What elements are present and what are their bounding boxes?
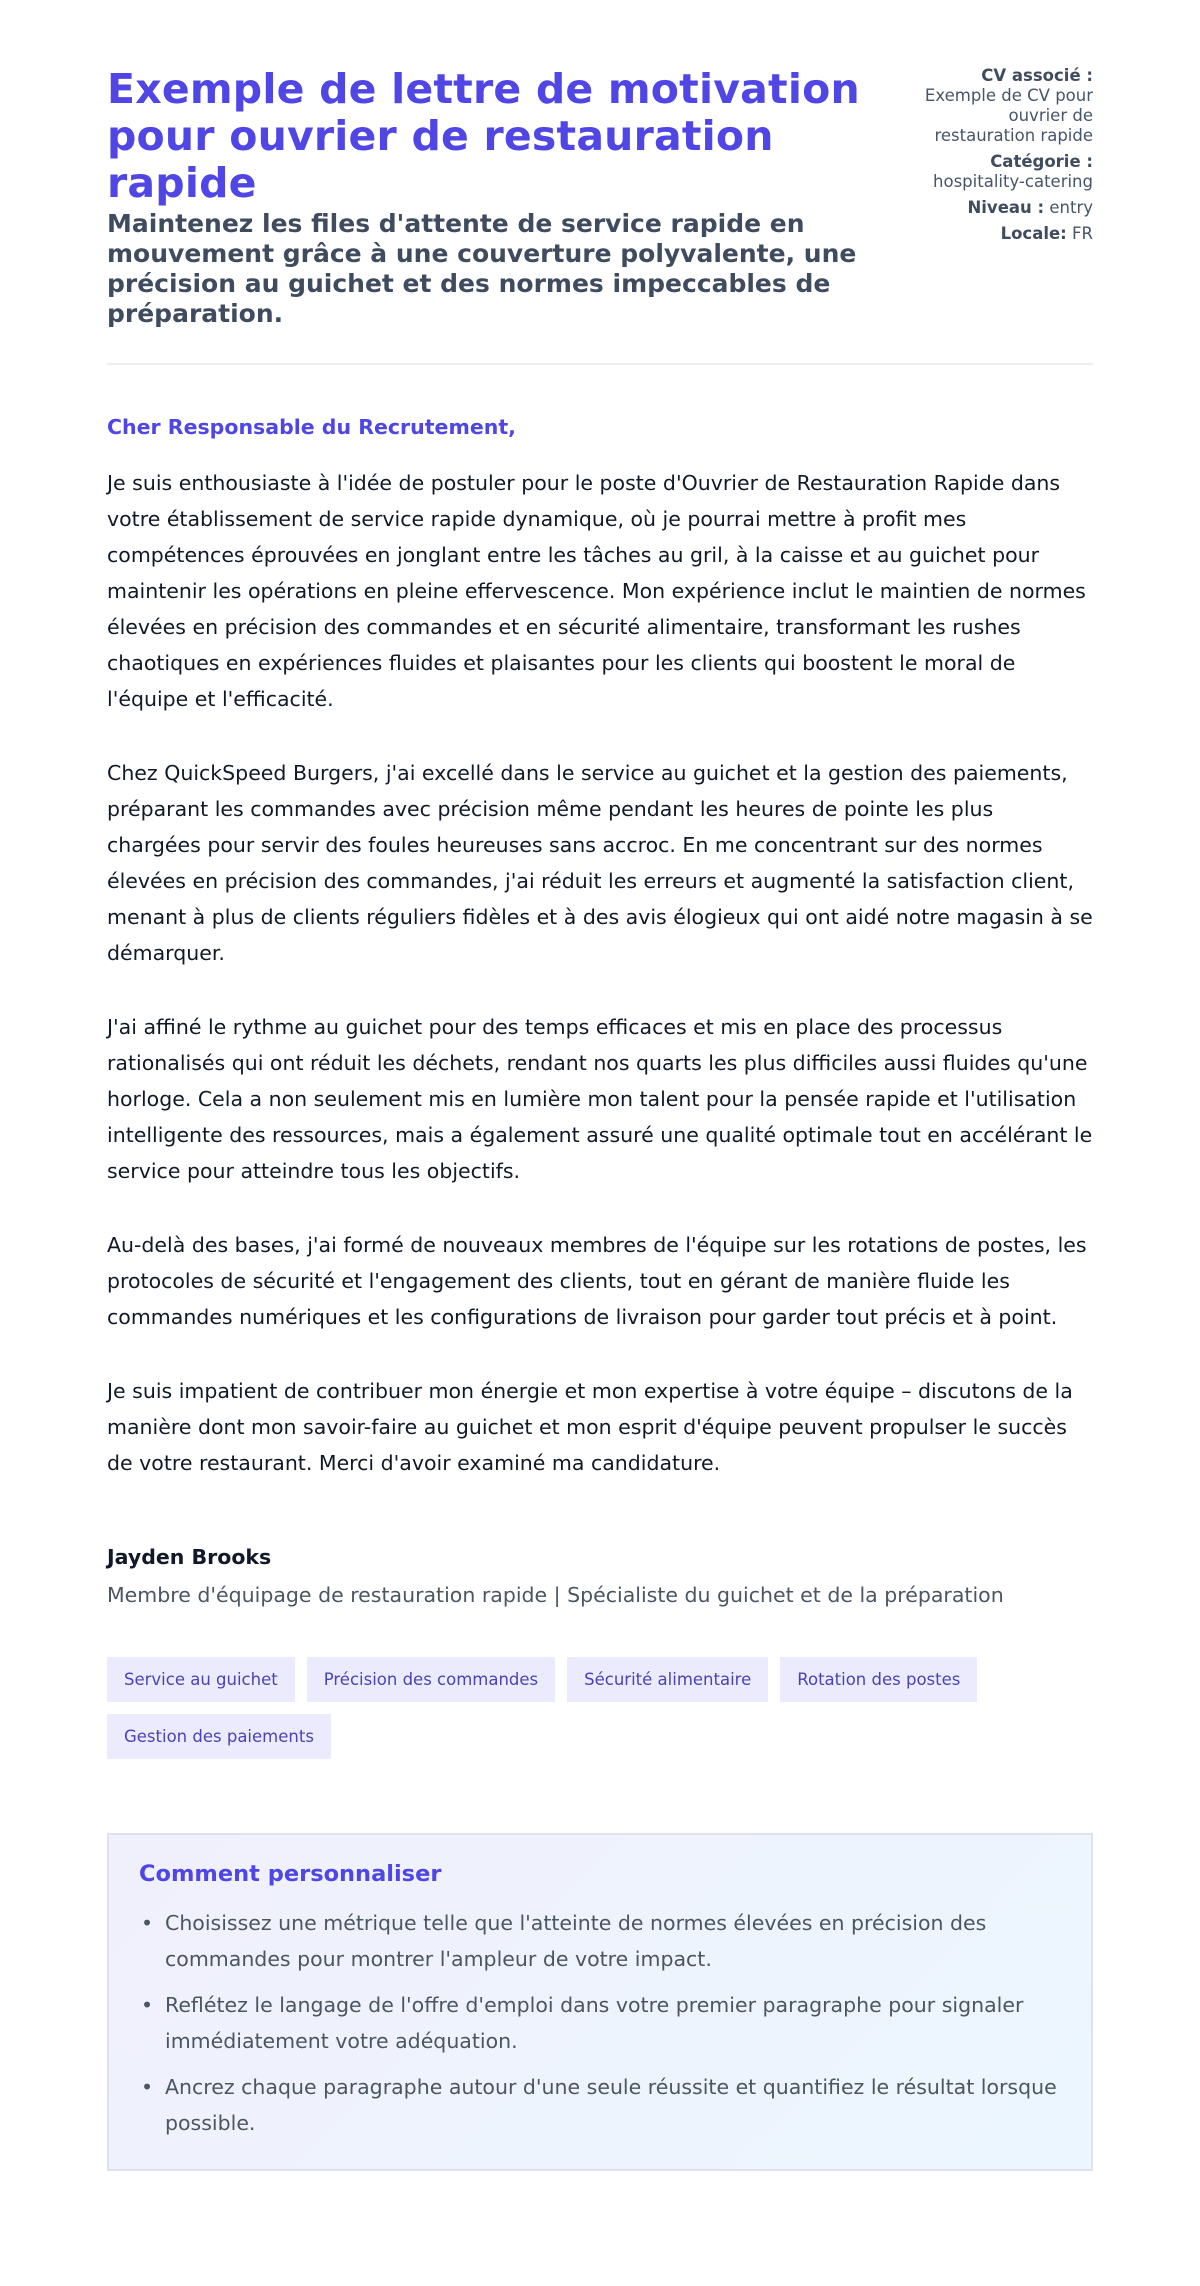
signature-block <box>107 1545 1093 1607</box>
page-header <box>107 66 1093 365</box>
metadata-panel <box>903 66 1093 250</box>
skill-tags <box>107 1657 1007 1759</box>
meta-category-value: hospitality-catering <box>933 172 1093 191</box>
meta-related-cv-label: CV associé : <box>981 66 1093 85</box>
letter-paragraph: J'ai affiné le rythme au guichet pour des temps efficaces et mis en place des processus rationalisés qui ont réduit les déchets, rendant nos quarts les plus difficiles aussi fluides qu'une horloge. Cela a non seulement mis en lumière mon talent pour la pensée rapide et l'utilisation intelligente des ressources, mais a également assuré une qualité optimale tout en accélérant le service pour atteindre tous les objectifs. <box>107 1015 1093 1183</box>
letter-paragraph: Je suis enthousiaste à l'idée de postuler pour le poste d'Ouvrier de Restauration Rapide dans votre établissement de service rapide dynamique, où je pourrai mettre à profit mes compétences éprouvées en jonglant entre les tâches au gril, à la caisse et au guichet pour maintenir les opérations en pleine effervescence. Mon expérience inclut le maintien de normes élevées en précision des commandes et en sécurité alimentaire, transformant les rushes chaotiques en expériences fluides et plaisantes pour les clients qui boostent le moral de l'équipe et l'efficacité. <box>107 471 1086 711</box>
meta-category-label: Catégorie : <box>990 152 1093 171</box>
meta-level <box>903 198 1093 218</box>
meta-locale <box>903 224 1093 244</box>
meta-related-cv-value[interactable]: Exemple de CV pour ouvrier de restauration rapide <box>924 86 1093 145</box>
bullet-icon: • <box>141 1993 154 2017</box>
letter-paragraph: Je suis impatient de contribuer mon énergie et mon expertise à votre équipe – discutons de la manière dont mon savoir-faire au guichet et mon esprit d'équipe peuvent propulser le succès de votre restaurant. Merci d'avoir examiné ma candidature. <box>107 1379 1073 1475</box>
meta-level-value: entry <box>1049 198 1093 217</box>
tip-text: Reflétez le langage de l'offre d'emploi dans votre premier paragraphe pour signaler immédiatement votre adéquation. <box>165 1993 1024 2053</box>
skill-tag: Précision des commandes <box>307 1657 555 1702</box>
skill-tag: Gestion des paiements <box>107 1714 331 1759</box>
skill-tag: Service au guichet <box>107 1657 295 1702</box>
letter-greeting: Cher Responsable du Recrutement, <box>107 415 516 439</box>
bullet-icon: • <box>141 2075 154 2099</box>
skill-tag: Rotation des postes <box>780 1657 977 1702</box>
tip-item <box>141 2069 1061 2141</box>
letter-body <box>107 415 1093 1481</box>
bullet-icon: • <box>141 1911 154 1935</box>
customization-tips-box <box>107 1833 1093 2171</box>
tip-text: Ancrez chaque paragraphe autour d'une seule réussite et quantifiez le résultat lorsque possible. <box>165 2075 1057 2135</box>
skill-tag: Sécurité alimentaire <box>567 1657 768 1702</box>
tip-text: Choisissez une métrique telle que l'atteinte de normes élevées en précision des commandes pour montrer l'ampleur de votre impact. <box>165 1911 987 1971</box>
page-title: Exemple de lettre de motivation pour ouvrier de restauration rapide <box>107 65 860 207</box>
tip-item <box>141 1905 1061 1977</box>
header-titles <box>107 66 887 329</box>
letter-paragraph: Chez QuickSpeed Burgers, j'ai excellé dans le service au guichet et la gestion des paiements, préparant les commandes avec précision même pendant les heures de pointe les plus chargées pour servir des foules heureuses sans accroc. En me concentrant sur des normes élevées en précision des commandes, j'ai réduit les erreurs et augmenté la satisfaction client, menant à plus de clients réguliers fidèles et à des avis élogieux qui ont aidé notre magasin à se démarquer. <box>107 761 1093 965</box>
tip-item <box>141 1987 1061 2059</box>
meta-locale-label: Locale: <box>1000 224 1067 243</box>
signature-role: Membre d'équipage de restauration rapide | Spécialiste du guichet et de la préparation <box>107 1583 1004 1607</box>
signature-name: Jayden Brooks <box>107 1545 272 1569</box>
meta-locale-value: FR <box>1072 224 1093 243</box>
tips-title: Comment personnaliser <box>139 1861 442 1887</box>
letter-paragraph: Au-delà des bases, j'ai formé de nouveaux membres de l'équipe sur les rotations de postes, les protocoles de sécurité et l'engagement des clients, tout en gérant de manière fluide les commandes numériques et les configurations de livraison pour garder tout précis et à point. <box>107 1233 1087 1329</box>
meta-category <box>903 152 1093 192</box>
meta-level-label: Niveau : <box>967 198 1045 217</box>
page-subtitle: Maintenez les files d'attente de service rapide en mouvement grâce à une couverture polyvalente, une précision au guichet et des normes impeccables de préparation. <box>107 209 857 328</box>
meta-related-cv <box>903 66 1093 146</box>
tips-list <box>139 1905 1061 2141</box>
